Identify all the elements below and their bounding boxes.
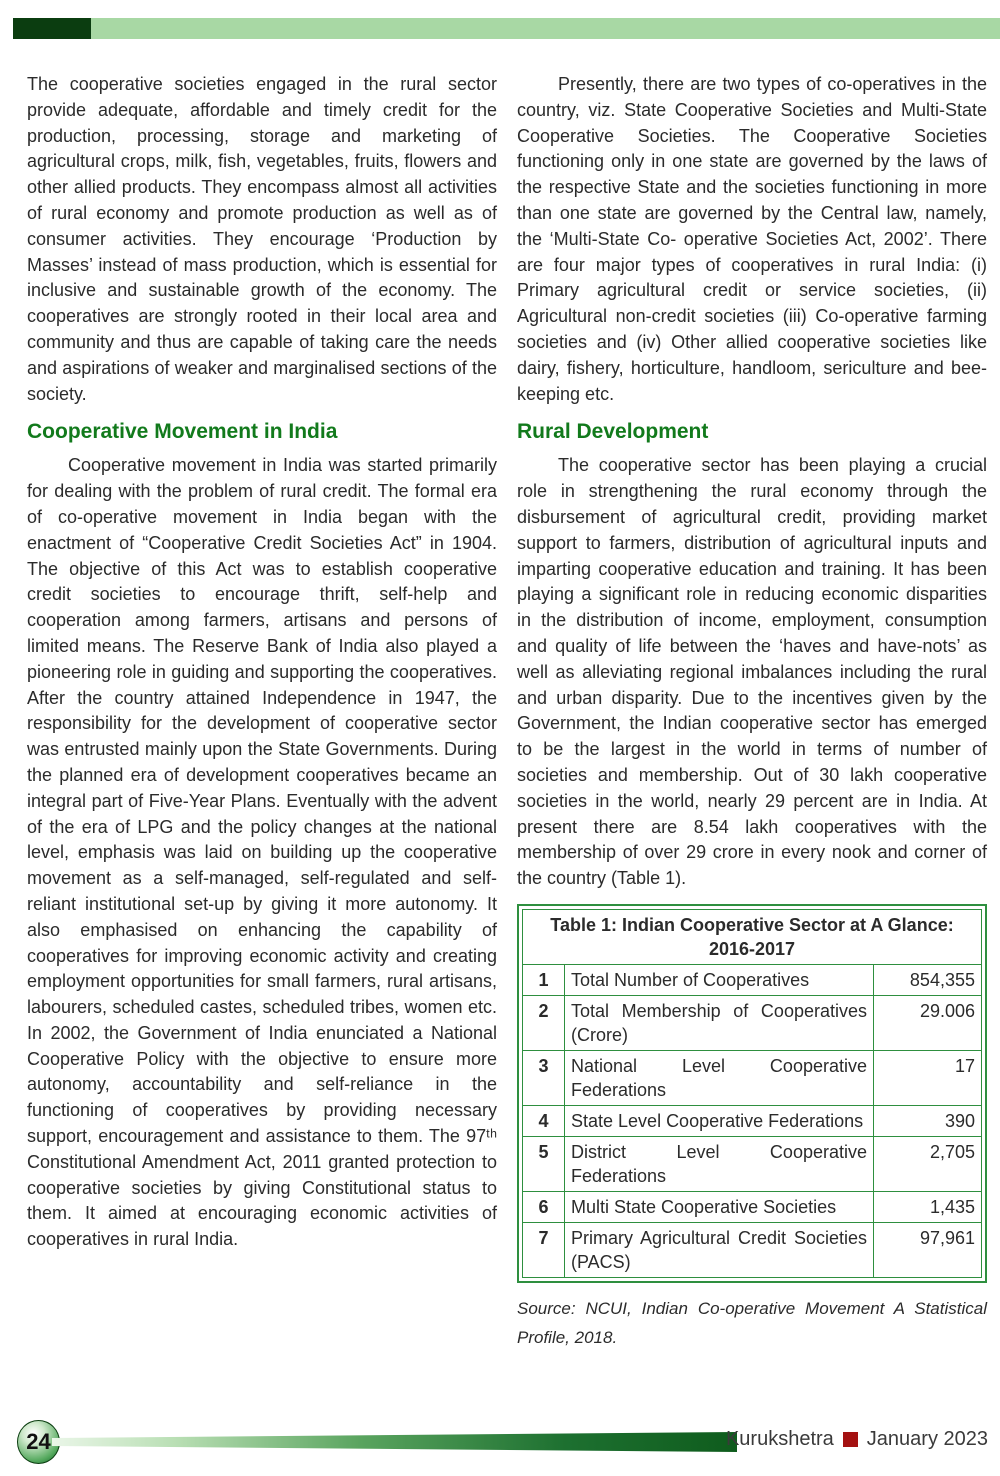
table-row: 7 Primary Agricultural Credit Societies (PACS) 97,961 — [523, 1222, 982, 1277]
table-row: 6 Multi State Cooperative Societies 1,435 — [523, 1191, 982, 1222]
issue-date: January 2023 — [866, 1428, 988, 1450]
heading-rural-development: Rural Development — [517, 420, 709, 444]
table-row: 1 Total Number of Cooperatives 854,355 — [523, 964, 982, 995]
heading-cooperative-movement: Cooperative Movement in India — [27, 420, 338, 444]
table-row: 4 State Level Cooperative Federations 390 — [523, 1105, 982, 1136]
top-bar-light-green-strip — [91, 18, 1000, 39]
journal-name: Kurukshetra — [725, 1428, 834, 1450]
right-paragraph-1: Presently, there are two types of co-operatives in the country, viz. State Cooperative Societies and Multi-State Cooperative Societies. The Cooperative Societies functioning only in one state are governed by the laws of the respective State and the societies functioning in more than one state are governed by the Central law, namely, the ‘Multi-State Co- operative Societies Act, 2002’. There are four major types of cooperatives in rural India: (i) Primary agricultural credit or service societies, (ii) Agricultural non-credit societies (iii) Co-operative farming societies and (iv) Other allied cooperative societies like dairy, fishery, horticulture, handloom, sericulture and bee-keeping etc. — [517, 74, 987, 404]
right-paragraph-2: The cooperative sector has been playing a crucial role in strengthening the rural economy through the disbursement of agricultural credit, providing market support to farmers, distribution of agricultural inputs and imparting cooperative education and training. It has been playing a significant role in reducing economic disparities in the distribution of income, employment, consumption and quality of life between the ‘haves and have-nots’ as well as alleviating regional imbalances including the rural and urban disparity. Due to the incentives given by the Government, the Indian cooperative sector has emerged to be the largest in the world in terms of number of societies and membership. Out of 30 lakh cooperative societies in the world, nearly 29 percent are in India. At present there are 8.54 lakh cooperatives with the membership of over 29 crore in every nook and corner of the country (Table 1). — [517, 455, 987, 889]
left-column — [27, 72, 497, 1253]
table-1-indian-cooperative-sector — [517, 904, 987, 1283]
top-decorative-bar — [13, 18, 1000, 39]
table-row: 5 District Level Cooperative Federations 2,705 — [523, 1136, 982, 1191]
table-source-note: Source: NCUI, Indian Co-operative Movement A Statistical Profile, 2018. — [517, 1298, 987, 1347]
page-number-badge: 24 — [17, 1420, 60, 1464]
left-paragraph-1: The cooperative societies engaged in the rural sector provide adequate, affordable and timely credit for the production, processing, storage and marketing of agricultural crops, milk, fish, vegetables, fruits, flowers and other allied products. They encompass almost all activities of rural economy and promote production as well as of consumer activities. They encourage ‘Production by Masses’ instead of mass production, which is essential for inclusive and sustainable growth of the economy. The cooperatives are strongly rooted in their local area and community and thus are capable of taking care the needs and aspirations of weaker and marginalised sections of the society. — [27, 74, 497, 404]
footer-journal-line — [726, 1428, 988, 1451]
left-paragraph-2: Cooperative movement in India was started primarily for dealing with the problem of rural credit. The formal era of co-operative movement in India began with the enactment of “Cooperative Credit Societies Act” in 1904. The objective of this Act was to establish cooperative credit societies to encourage thrift, self-help and cooperation among farmers, artisans and persons of limited means. The Reserve Bank of India also played a pioneering role in guiding and supporting the cooperatives. After the country attained Independence in 1947, the responsibility for the development of cooperative sector was entrusted mainly upon the State Governments. During the planned era of development cooperatives became an integral part of Five-Year Plans. Eventually with the advent of the era of LPG and the policy changes at the national level, emphasis was laid on building up the cooperative movement as a self-managed, self-regulated and self-reliant institutional set-up by giving it more autonomy. It also emphasised on enhancing the capability of cooperatives for improving economic activity and creating employment opportunities for small farmers, rural artisans, labourers, scheduled castes, scheduled tribes, women etc. In 2002, the Government of India enunciated a National Cooperative Policy with the objective to ensure more autonomy, accountability and self-reliance in the functioning of cooperatives by providing necessary support, encouragement and assistance to them. The 97ᵗʰ Constitutional Amendment Act, 2011 granted protection to cooperative societies by giving Constitutional status to them. It aimed at encouraging economic activities of cooperatives in rural India. — [27, 455, 497, 1250]
right-column — [517, 72, 987, 1352]
footer-green-gradient-bar — [52, 1432, 737, 1452]
table-row: 3 National Level Cooperative Federations 17 — [523, 1050, 982, 1105]
page-footer — [0, 1416, 1000, 1468]
table-title: Table 1: Indian Cooperative Sector at A Glance: 2016-2017 — [523, 909, 982, 964]
top-bar-dark-green-block — [13, 18, 91, 39]
table-title-row — [523, 909, 982, 964]
table-row: 2 Total Membership of Cooperatives (Crore) 29.006 — [523, 995, 982, 1050]
red-square-marker-icon — [843, 1432, 858, 1447]
